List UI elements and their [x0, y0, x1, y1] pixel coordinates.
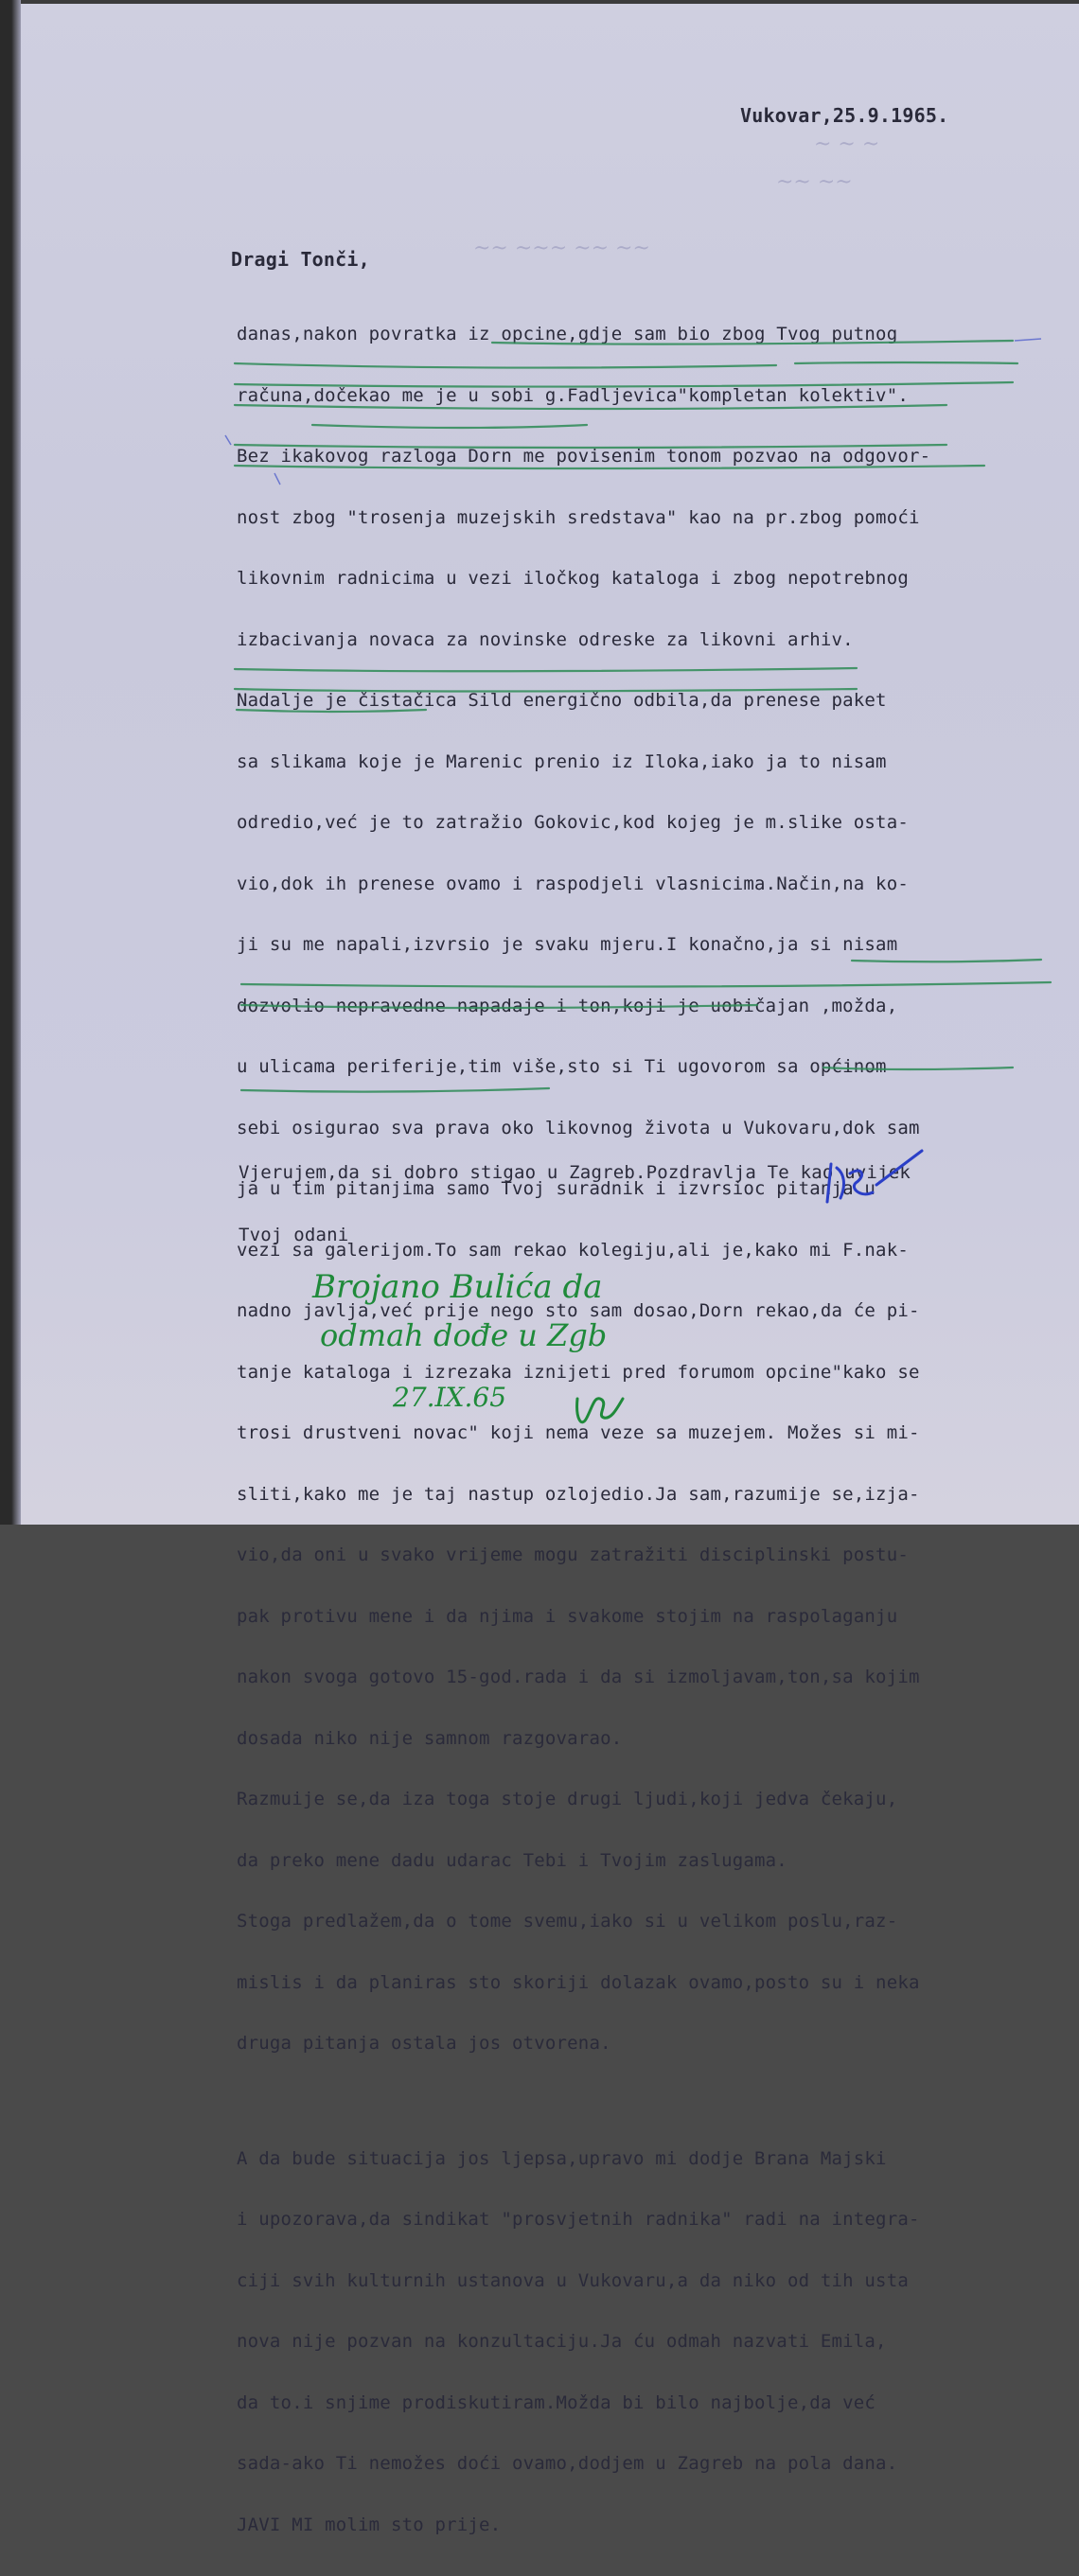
pen-mark [1015, 339, 1041, 341]
body-line: nost zbog "trosenja muzejskih sredstava" kao na pr.zbog pomoći [237, 506, 920, 528]
body-line: Stoga predlažem,da o tome svemu,iako si u velikom poslu,raz- [237, 1911, 898, 1932]
body-line: ja u tim pitanjima samo Tvoj suradnik i izvrsioc pitanja u [237, 1178, 876, 1199]
body-line: tanje kataloga i izrezaka iznijeti pred forumom opcine"kako se [237, 1361, 920, 1383]
letter-closing [239, 1120, 911, 1286]
body-line: vezi sa galerijom.To sam rekao kolegiju,ali je,kako mi F.nak- [237, 1239, 909, 1261]
body-line: sa slikama koje je Marenic prenio iz Iloka,iako ja to nisam [237, 750, 887, 772]
body-line: Bez ikakovog razloga Dorn me povisenim tonom pozvao na odgovor- [237, 446, 931, 467]
pen-mark [225, 435, 231, 445]
body-line: JAVI MI molim sto prije. [237, 2514, 502, 2535]
body-line: izbacivanja novaca za novinske odreske za likovni arhiv. [237, 628, 854, 650]
body-line: pak protivu mene i da njima i svakome stojim na raspolaganju [237, 1605, 898, 1627]
faint-pencil-note: ~~ ~~ [776, 170, 853, 194]
body-line: vio,dok ih prenese ovamo i raspodjeli vlasnicima.Način,na ko- [237, 873, 909, 894]
body-line: likovnim radnicima u vezi iločkog kataloga i zbog nepotrebnog [237, 568, 909, 589]
handwritten-note-date: 27.IX.65 [393, 1382, 507, 1413]
signature-mark [823, 1145, 928, 1211]
body-line: danas,nakon povratka iz opcine,gdje sam bio zbog Tvog putnog [237, 324, 898, 344]
body-line: odredio,već je to zatražio Gokovic,kod kojeg je m.slike osta- [237, 812, 909, 833]
body-line: sada-ako Ti nemožes doći ovamo,dodjem u Zagreb na pola dana. [237, 2453, 898, 2474]
body-line: da preko mene dadu udarac Tebi i Tvojim zaslugama. [237, 1849, 787, 1871]
body-line: dosada niko nije samnom razgovarao. [237, 1727, 623, 1749]
body-line: u ulicama periferije,tim više,sto si Ti ugovorom sa općinom [237, 1056, 887, 1077]
letter-date: Vukovar,25.9.1965. [740, 104, 949, 127]
scan-left-edge [0, 0, 21, 1525]
body-line: dozvolio nepravedne napadaje i ton,koji je uobičajan ,možda, [237, 995, 898, 1016]
letter-salutation: Dragi Tonči, [231, 248, 370, 271]
scan-top-edge [0, 0, 1079, 4]
body-line: Razmuije se,da iza toga stoje drugi ljudi,koji jedva čekaju, [237, 1789, 898, 1809]
body-line: nadno javlja,već prije nego sto sam dosao,Dorn rekao,da će pi- [237, 1300, 920, 1321]
faint-pencil-note: ~~ ~~~ ~~ ~~ [473, 237, 650, 260]
body-line: Nadalje je čistačica Sild energično odbila,da prenese paket [237, 690, 887, 711]
handwritten-initials [568, 1370, 634, 1437]
body-line: vio,da oni u svako vrijeme mogu zatražiti disciplinski postu- [237, 1544, 909, 1565]
body-line: da to.i snjime prodiskutiram.Možda bi bilo najbolje,da već [237, 2391, 876, 2413]
body-line: ciji svih kulturnih ustanova u Vukovaru,a da niko od tih usta [237, 2269, 909, 2291]
body-line: trosi drustveni novac" koji nema veze sa muzejem. Možes si mi- [237, 1422, 920, 1443]
body-line: računa,dočekao me je u sobi g.Fadljevica"kompletan kolektiv". [237, 384, 909, 406]
body-line: i upozorava,da sindikat "prosvjetnih radnika" radi na integra- [237, 2209, 920, 2230]
body-line: sebi osigurao sva prava oko likovnog života u Vukovaru,dok sam [237, 1117, 920, 1138]
faint-pencil-note: ~ ~ ~ [814, 132, 880, 156]
body-line: druga pitanja ostala jos otvorena. [237, 2033, 611, 2054]
body-line: ji su me napali,izvrsio je svaku mjeru.I konačno,ja si nisam [237, 934, 898, 955]
handwritten-note-line: odmah dođe u Zgb [320, 1317, 608, 1353]
body-line: nakon svoga gotovo 15-god.rada i da si izmoljavam,ton,sa kojim [237, 1667, 920, 1687]
body-line: mislis i da planiras sto skoriji dolazak ovamo,posto su i neka [237, 1971, 920, 1993]
body-line: sliti,kako me je taj nastup ozlojedio.Ja sam,razumije se,izja- [237, 1483, 920, 1505]
paragraph-gap [237, 2095, 930, 2108]
closing-line: Vjerujem,da si dobro stigao u Zagreb.Pozdravlja Te kao uvijek [239, 1162, 911, 1183]
closing-line: Tvoj odani [239, 1224, 349, 1245]
body-line: nova nije pozvan na konzultaciju.Ja ću odmah nazvati Emila, [237, 2331, 887, 2352]
body-line: A da bude situacija jos ljepsa,upravo mi dodje Brana Majski [237, 2147, 887, 2169]
handwritten-note-line: Brojano Bulića da [312, 1268, 603, 1306]
